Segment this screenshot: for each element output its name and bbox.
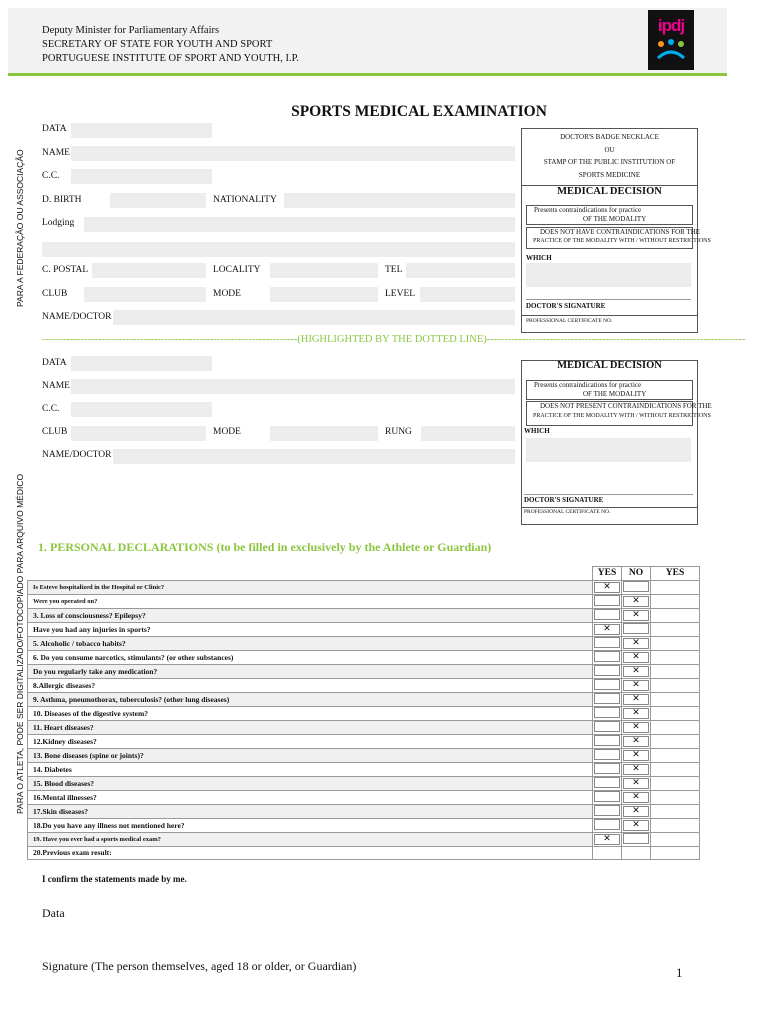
question-text: 19. Have you ever had a sports medical exam?: [28, 832, 593, 846]
no-checkbox[interactable]: ✕: [623, 596, 649, 607]
col-no-header: NO: [622, 567, 651, 581]
footer-data-label: Data: [42, 906, 65, 920]
table-row: [28, 622, 700, 636]
signature-line-2: [524, 494, 693, 495]
notes-cell[interactable]: [651, 594, 700, 608]
col-yes-header: YES: [593, 567, 622, 581]
table-row: [28, 594, 700, 608]
table-row: [28, 748, 700, 762]
option-contra-2-text-a: Presents contraindications for practice: [534, 381, 642, 389]
question-text: 20.Previous exam result:: [28, 846, 593, 860]
table-row: [28, 832, 700, 846]
yes-checkbox[interactable]: [594, 805, 620, 816]
mode-label: MODE: [213, 289, 241, 299]
mode-label-2: MODE: [213, 427, 241, 437]
no-checkbox[interactable]: ✕: [623, 666, 649, 677]
table-row: [28, 706, 700, 720]
no-checkbox[interactable]: ✕: [623, 764, 649, 775]
table-row: [28, 636, 700, 650]
club-label-2: CLUB: [42, 427, 68, 437]
notes-cell[interactable]: [651, 580, 700, 594]
no-checkbox[interactable]: [623, 833, 649, 844]
tel-label: TEL: [385, 265, 403, 275]
logo-text: ipdj: [657, 16, 685, 35]
question-text: 9. Asthma, pneumothorax, tuberculosis? (other lung diseases): [28, 692, 593, 706]
no-checkbox[interactable]: ✕: [623, 652, 649, 663]
side-label-federation: PARA A FEDERAÇÃO OU ASSOCIAÇÃO: [15, 149, 25, 307]
club-label: CLUB: [42, 289, 68, 299]
table-row: [28, 692, 700, 706]
table-header-row: [28, 567, 700, 581]
no-checkbox[interactable]: ✕: [623, 708, 649, 719]
doctor-field-2[interactable]: [113, 449, 515, 464]
table-row: [28, 846, 700, 860]
locality-label: LOCALITY: [213, 265, 261, 275]
no-checkbox[interactable]: ✕: [623, 778, 649, 789]
table-row: [28, 762, 700, 776]
no-checkbox[interactable]: ✕: [623, 610, 649, 621]
question-text: 5. Alcoholic / tobacco habits?: [28, 636, 593, 650]
table-row: [28, 776, 700, 790]
ipdj-logo: [648, 10, 694, 70]
question-text: 14. Diabetes: [28, 762, 593, 776]
section-personal-declarations: 1. PERSONAL DECLARATIONS (to be filled in exclusively by the Athlete or Guardian): [38, 540, 492, 554]
confirm-statement: I confirm the statements made by me.: [42, 874, 187, 884]
question-text: 12.Kidney diseases?: [28, 734, 593, 748]
notes-cell[interactable]: [651, 706, 700, 720]
notes-cell[interactable]: [651, 734, 700, 748]
birth-label: D. BIRTH: [42, 195, 82, 205]
dotted-cut-line: -------------------------------------------------------------------------(HIGHLIGHTED BY THE DOTTED LINE)--------------------------------------------------------------------------: [42, 334, 746, 345]
certificate-label-1: PROFESSIONAL CERTIFICATE NO.: [526, 318, 613, 324]
notes-cell[interactable]: [651, 804, 700, 818]
table-row: [28, 790, 700, 804]
yes-checkbox[interactable]: [594, 791, 620, 802]
yes-checkbox[interactable]: ✕: [594, 582, 620, 593]
question-text: 13. Bone diseases (spine or joints)?: [28, 748, 593, 762]
lodging-field[interactable]: [84, 217, 515, 232]
option-nocontra-2-text-b: PRACTICE OF THE MODALITY WITH / WITHOUT RESTRICTIONS: [533, 413, 711, 419]
notes-cell[interactable]: [651, 692, 700, 706]
yes-checkbox[interactable]: ✕: [594, 624, 620, 635]
signature-label-2: DOCTOR'S SIGNATURE: [524, 496, 604, 504]
stamp-area: [522, 131, 697, 181]
stamp-line-2: OU: [604, 145, 615, 154]
data-field-2[interactable]: [71, 356, 212, 371]
signature-label-1: DOCTOR'S SIGNATURE: [526, 302, 606, 310]
table-row: [28, 608, 700, 622]
yes-checkbox[interactable]: [594, 595, 620, 606]
col-yes2-header: YES: [651, 567, 700, 581]
table-row: [28, 650, 700, 664]
notes-cell[interactable]: [651, 832, 700, 846]
question-text: 3. Loss of consciousness? Epilepsy?: [28, 608, 593, 622]
table-row: [28, 580, 700, 594]
name-label: NAME: [42, 148, 70, 158]
lodging-label: Lodging: [42, 218, 75, 228]
mode-field-2[interactable]: [270, 426, 378, 441]
notes-cell[interactable]: [651, 636, 700, 650]
no-checkbox[interactable]: ✕: [623, 806, 649, 817]
table-row: [28, 678, 700, 692]
name-field-2[interactable]: [71, 379, 515, 394]
mode-field[interactable]: [270, 287, 378, 302]
header-institute: PORTUGUESE INSTITUTE OF SPORT AND YOUTH, I.P.: [42, 53, 299, 64]
postal-field[interactable]: [92, 263, 206, 278]
nationality-label: NATIONALITY: [213, 195, 277, 205]
no-checkbox[interactable]: ✕: [623, 694, 649, 705]
stamp-line-4: SPORTS MEDICINE: [578, 170, 641, 179]
tel-field[interactable]: [406, 263, 515, 278]
rung-field-2[interactable]: [421, 426, 515, 441]
option-nocontra-text-a: DOES NOT HAVE CONTRAINDICATIONS FOR THE: [540, 228, 701, 236]
cc-label: C.C.: [42, 171, 60, 181]
notes-cell[interactable]: [651, 846, 700, 860]
yes-checkbox[interactable]: [594, 637, 620, 648]
notes-cell[interactable]: [651, 720, 700, 734]
which-field-2[interactable]: [526, 438, 691, 462]
data-label: DATA: [42, 124, 67, 134]
cert-divider-1: [522, 315, 697, 316]
yes-checkbox[interactable]: [594, 651, 620, 662]
no-checkbox[interactable]: ✕: [623, 722, 649, 733]
table-row: [28, 804, 700, 818]
yes-checkbox[interactable]: [594, 693, 620, 704]
notes-cell[interactable]: [651, 818, 700, 832]
declarations-table: [27, 566, 700, 860]
which-label-2: WHICH: [524, 427, 550, 435]
notes-cell[interactable]: [651, 776, 700, 790]
stamp-line-3: STAMP OF THE PUBLIC INSTITUTION OF: [543, 158, 676, 166]
yes-checkbox[interactable]: [594, 679, 620, 690]
table-row: [28, 734, 700, 748]
question-text: 17.Skin diseases?: [28, 804, 593, 818]
no-checkbox[interactable]: ✕: [623, 820, 649, 831]
which-field-1[interactable]: [526, 263, 691, 287]
header-secretary: SECRETARY OF STATE FOR YOUTH AND SPORT: [42, 39, 273, 50]
name-label-2: NAME: [42, 381, 70, 391]
rung-label-2: RUNG: [385, 427, 412, 437]
notes-cell[interactable]: [651, 622, 700, 636]
yes-checkbox[interactable]: [594, 665, 620, 676]
doctor-label: NAME/DOCTOR: [42, 312, 112, 322]
club-field[interactable]: [84, 287, 206, 302]
question-text: 18.Do you have any illness not mentioned here?: [28, 818, 593, 832]
option-contra-2-text-b: OF THE MODALITY: [583, 390, 647, 398]
postal-label: C. POSTAL: [42, 265, 89, 275]
page-number: 1: [676, 965, 683, 980]
question-text: Do you regularly take any medication?: [28, 664, 593, 678]
no-checkbox[interactable]: ✕: [623, 638, 649, 649]
yes-checkbox[interactable]: [594, 819, 620, 830]
doctor-label-2: NAME/DOCTOR: [42, 450, 112, 460]
cert-divider-2: [522, 507, 697, 508]
footer-signature-label: Signature (The person themselves, aged 18 or older, or Guardian): [42, 959, 357, 973]
no-checkbox[interactable]: ✕: [623, 792, 649, 803]
yes-checkbox[interactable]: [594, 609, 620, 620]
notes-cell[interactable]: [651, 608, 700, 622]
nationality-field[interactable]: [284, 193, 515, 208]
no-checkbox[interactable]: ✕: [623, 750, 649, 761]
cc-field[interactable]: [71, 169, 212, 184]
table-row: [28, 720, 700, 734]
notes-cell[interactable]: [651, 678, 700, 692]
data-field[interactable]: [71, 123, 212, 138]
question-text: 11. Heart diseases?: [28, 720, 593, 734]
question-text: 6. Do you consume narcotics, stimulants? (or other substances): [28, 650, 593, 664]
certificate-label-2: PROFESSIONAL CERTIFICATE NO.: [524, 509, 611, 515]
notes-cell[interactable]: [651, 748, 700, 762]
notes-cell[interactable]: [651, 650, 700, 664]
no-checkbox[interactable]: ✕: [623, 736, 649, 747]
header-divider: [8, 73, 727, 76]
no-checkbox[interactable]: ✕: [623, 680, 649, 691]
decision-title-2: MEDICAL DECISION: [557, 360, 662, 371]
table-row: [28, 664, 700, 678]
cc-field-2[interactable]: [71, 402, 212, 417]
logo-figures-icon: [656, 38, 686, 60]
yes-checkbox[interactable]: [594, 721, 620, 732]
club-field-2[interactable]: [71, 426, 206, 441]
option-nocontra-2-text-a: DOES NOT PRESENT CONTRAINDICATIONS FOR THE: [540, 402, 712, 410]
notes-cell[interactable]: [651, 664, 700, 678]
question-text: Were you operated on?: [28, 594, 593, 608]
yes-checkbox[interactable]: [594, 763, 620, 774]
option-nocontra-text-b: PRACTICE OF THE MODALITY WITH / WITHOUT RESTRICTIONS: [533, 238, 711, 244]
locality-field[interactable]: [270, 263, 378, 278]
no-checkbox[interactable]: [623, 581, 649, 592]
name-field[interactable]: [71, 146, 515, 161]
signature-line-1: [526, 299, 691, 300]
page-title: SPORTS MEDICAL EXAMINATION: [291, 103, 547, 120]
question-text: 8.Allergic diseases?: [28, 678, 593, 692]
stamp-line-1: DOCTOR'S BADGE NECKLACE: [560, 133, 659, 141]
data-label-2: DATA: [42, 358, 67, 368]
side-label-athlete: PARA O ATLETA, PODE SER DIGITALIZADO/FOTOCOPIADO PARA ARQUIVO MÉDICO: [15, 473, 25, 814]
notes-cell[interactable]: [651, 762, 700, 776]
cc-label-2: C.C.: [42, 404, 60, 414]
yes-checkbox[interactable]: [594, 735, 620, 746]
question-text: 16.Mental illnesses?: [28, 790, 593, 804]
yes-checkbox[interactable]: ✕: [594, 834, 620, 845]
yes-checkbox[interactable]: [594, 707, 620, 718]
question-text: Is Esteve hospitalized in the Hospital or Clinic?: [28, 580, 593, 594]
option-contra-text-a: Presents contraindications for practice: [534, 206, 642, 214]
header-ministry: Deputy Minister for Parliamentary Affairs: [42, 25, 220, 36]
level-label: LEVEL: [385, 289, 416, 299]
lodging-field-2[interactable]: [42, 242, 515, 257]
birth-field[interactable]: [110, 193, 206, 208]
decision-title-1: MEDICAL DECISION: [557, 186, 662, 197]
table-row: [28, 818, 700, 832]
level-field[interactable]: [420, 287, 515, 302]
yes-checkbox[interactable]: [594, 749, 620, 760]
yes-checkbox[interactable]: [594, 777, 620, 788]
question-text: 15. Blood diseases?: [28, 776, 593, 790]
question-text: Have you had any injuries in sports?: [28, 622, 593, 636]
doctor-field[interactable]: [113, 310, 515, 325]
question-text: 10. Diseases of the digestive system?: [28, 706, 593, 720]
notes-cell[interactable]: [651, 790, 700, 804]
no-checkbox[interactable]: [623, 623, 649, 634]
option-contra-text-b: OF THE MODALITY: [583, 215, 647, 223]
which-label-1: WHICH: [526, 254, 552, 262]
